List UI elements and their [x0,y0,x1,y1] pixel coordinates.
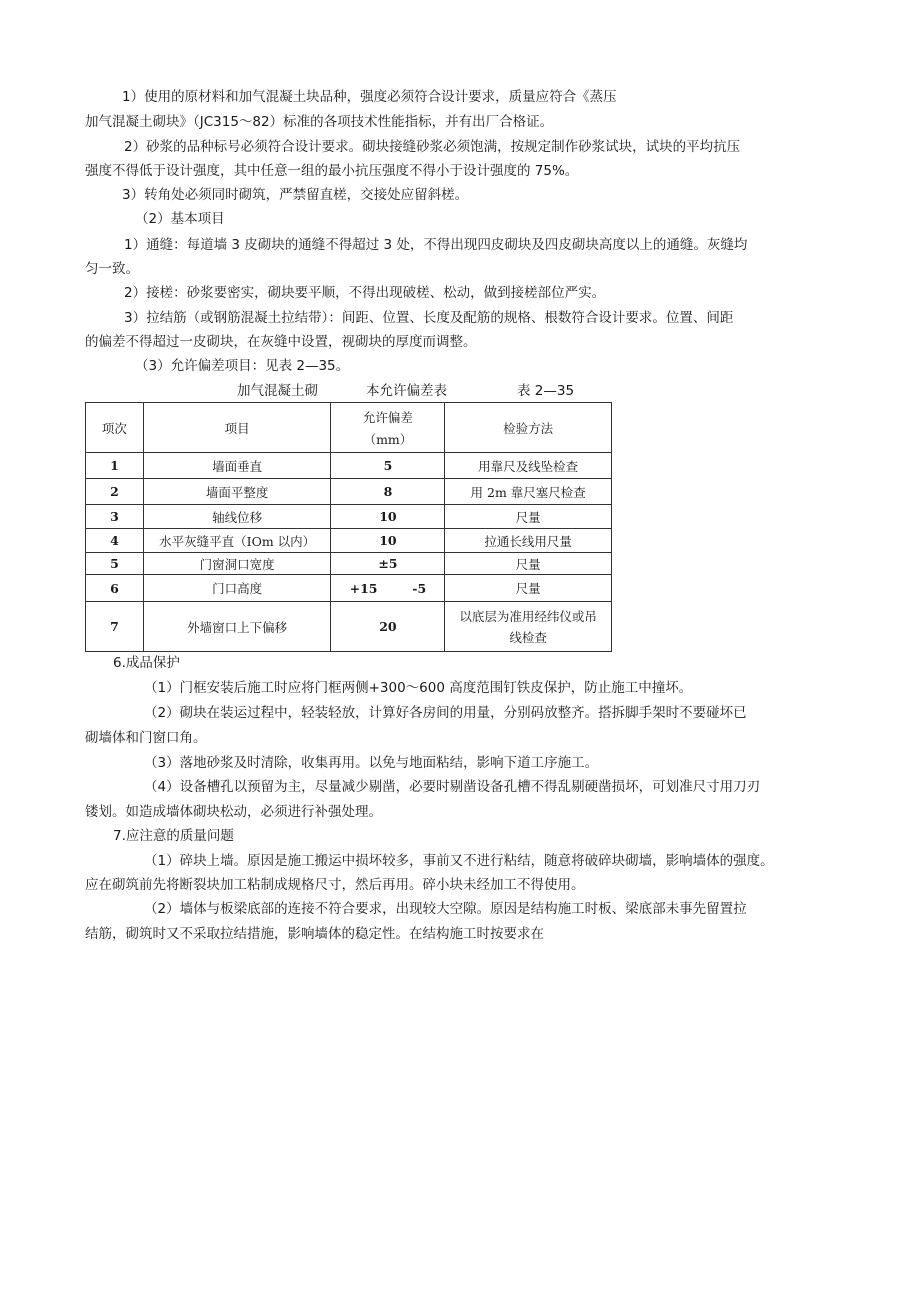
row-tolerance: 20 [331,602,445,652]
row-item: 门窗洞口宽度 [143,553,331,575]
row-item: 墙面平整度 [143,479,331,505]
basic-item-3-line-2: 的偏差不得超过一皮砌块，在灰缝中设置，视砌块的厚度而调整。 [85,334,477,350]
issues-paragraph-2-line-2: 结筋，砌筑时又不采取拉结措施，影响墙体的稳定性。在结构施工时按要求在 [85,926,544,942]
row-index: 7 [86,602,144,652]
header-item: 项目 [143,403,331,453]
table-caption-part-1: 加气混凝土砌 [237,383,318,399]
row-method-line-2: 线检查 [509,630,547,645]
protection-paragraph-4-line-1: （4）设备槽孔以预留为主，尽量减少剔凿，必要时剔凿设备孔槽不得乱剔硬凿损坏，可划准尺寸用刀刃 [144,779,761,795]
header-index: 项次 [86,403,144,453]
row-method [445,602,612,652]
basic-item-2: 2）接槎：砂浆要密实，砌块要平顺，不得出现破槎、松动，做到接槎部位严实。 [124,285,606,301]
row-method: 拉通长线用尺量 [445,529,612,553]
row-method: 尺量 [445,575,612,602]
protection-paragraph-2-line-2: 砌墙体和门窗口角。 [85,730,207,746]
row-tolerance: 8 [331,479,445,505]
row-item: 外墙窗口上下偏移 [143,602,331,652]
row-index: 6 [86,575,144,602]
table-row [86,575,612,602]
table-caption-part-2: 本允许偏差表 [366,383,447,399]
row-tolerance: +15 -5 [331,575,445,602]
row-index: 1 [86,453,144,479]
issues-paragraph-2-line-1: （2）墙体与板梁底部的连接不符合要求，出现较大空隙。原因是结构施工时板、梁底部未事先留置拉 [144,901,747,917]
row-item: 墙面垂直 [143,453,331,479]
row-method-line-1: 以底层为准用经纬仪或吊 [459,609,597,624]
row-tolerance: ±5 [331,553,445,575]
row-item: 水平灰缝平直（IOm 以内） [143,529,331,553]
row-item: 门口高度 [143,575,331,602]
table-row [86,453,612,479]
paragraph-1-line-1: 1）使用的原材料和加气混凝土块品种，强度必须符合设计要求，质量应符合《蒸压 [122,89,617,105]
header-method: 检验方法 [445,403,612,453]
header-tolerance-label: 允许偏差 [362,409,413,425]
row-method: 用 2m 靠尺塞尺检查 [445,479,612,505]
row-index: 2 [86,479,144,505]
row-tolerance: 10 [331,529,445,553]
basic-item-1-line-2: 匀一致。 [85,261,139,277]
header-tolerance [331,403,445,453]
paragraph-2-line-1: 2）砂浆的品种标号必须符合设计要求。砌块接缝砂浆必须饱满，按规定制作砂浆试块，试块的平均抗压 [124,139,741,155]
issues-paragraph-1-line-2: 应在砌筑前先将断裂块加工粘制成规格尺寸，然后再用。碎小块未经加工不得使用。 [85,877,585,893]
table-header-row [86,403,612,453]
table-row [86,505,612,529]
issues-paragraph-1-line-1: （1）碎块上墙。原因是施工搬运中损坏较多，事前又不进行粘结，随意将破碎块砌墙，影响墙体的强度。 [144,853,774,869]
row-index: 5 [86,553,144,575]
issues-heading: 7.应注意的质量问题 [113,828,234,844]
table-number: 表 2—35 [517,383,575,399]
row-method: 尺量 [445,505,612,529]
row-tolerance: 5 [331,453,445,479]
basic-item-1-line-1: 1）通缝：每道墙 3 皮砌块的通缝不得超过 3 处，不得出现四皮砌块及四皮砌块高度以上的通缝。灰缝均 [124,237,748,253]
basic-item-3-line-1: 3）拉结筋（或钢筋混凝土拉结带）：间距、位置、长度及配筋的规格、根数符合设计要求。位置、间距 [124,310,734,326]
paragraph-1-line-2: 加气混凝土砌块》（JC315～82）标准的各项技术性能指标，并有出厂合格证。 [85,114,554,130]
basic-items-heading: （2）基本项目 [135,211,225,227]
protection-paragraph-4-line-2: 镂划。如造成墙体砌块松动，必须进行补强处理。 [85,804,382,820]
deviation-table [85,402,612,652]
row-index: 3 [86,505,144,529]
row-item: 轴线位移 [143,505,331,529]
paragraph-3: 3）转角处必须同时砌筑，严禁留直槎，交接处应留斜槎。 [122,187,469,203]
row-method: 尺量 [445,553,612,575]
header-tolerance-unit: （mm） [363,431,413,447]
row-tolerance: 10 [331,505,445,529]
row-method: 用靠尺及线坠检查 [445,453,612,479]
row-index: 4 [86,529,144,553]
table-row [86,479,612,505]
protection-heading: 6.成品保护 [113,655,180,671]
table-row [86,553,612,575]
protection-paragraph-2-line-1: （2）砌块在装运过程中，轻装轻放，计算好各房间的用量，分别码放整齐。搭拆脚手架时不要碰坏已 [144,705,747,721]
protection-paragraph-3: （3）落地砂浆及时清除，收集再用。以免与地面粘结，影响下道工序施工。 [144,755,599,771]
allowance-heading: （3）允许偏差项目：见表 2—35。 [135,358,350,374]
table-row [86,602,612,652]
protection-paragraph-1: （1）门框安装后施工时应将门框两侧+300～600 高度范围钉铁皮保护，防止施工中撞坏。 [144,680,693,696]
paragraph-2-line-2: 强度不得低于设计强度，其中任意一组的最小抗压强度不得小于设计强度的 75%。 [85,163,579,179]
table-row [86,529,612,553]
